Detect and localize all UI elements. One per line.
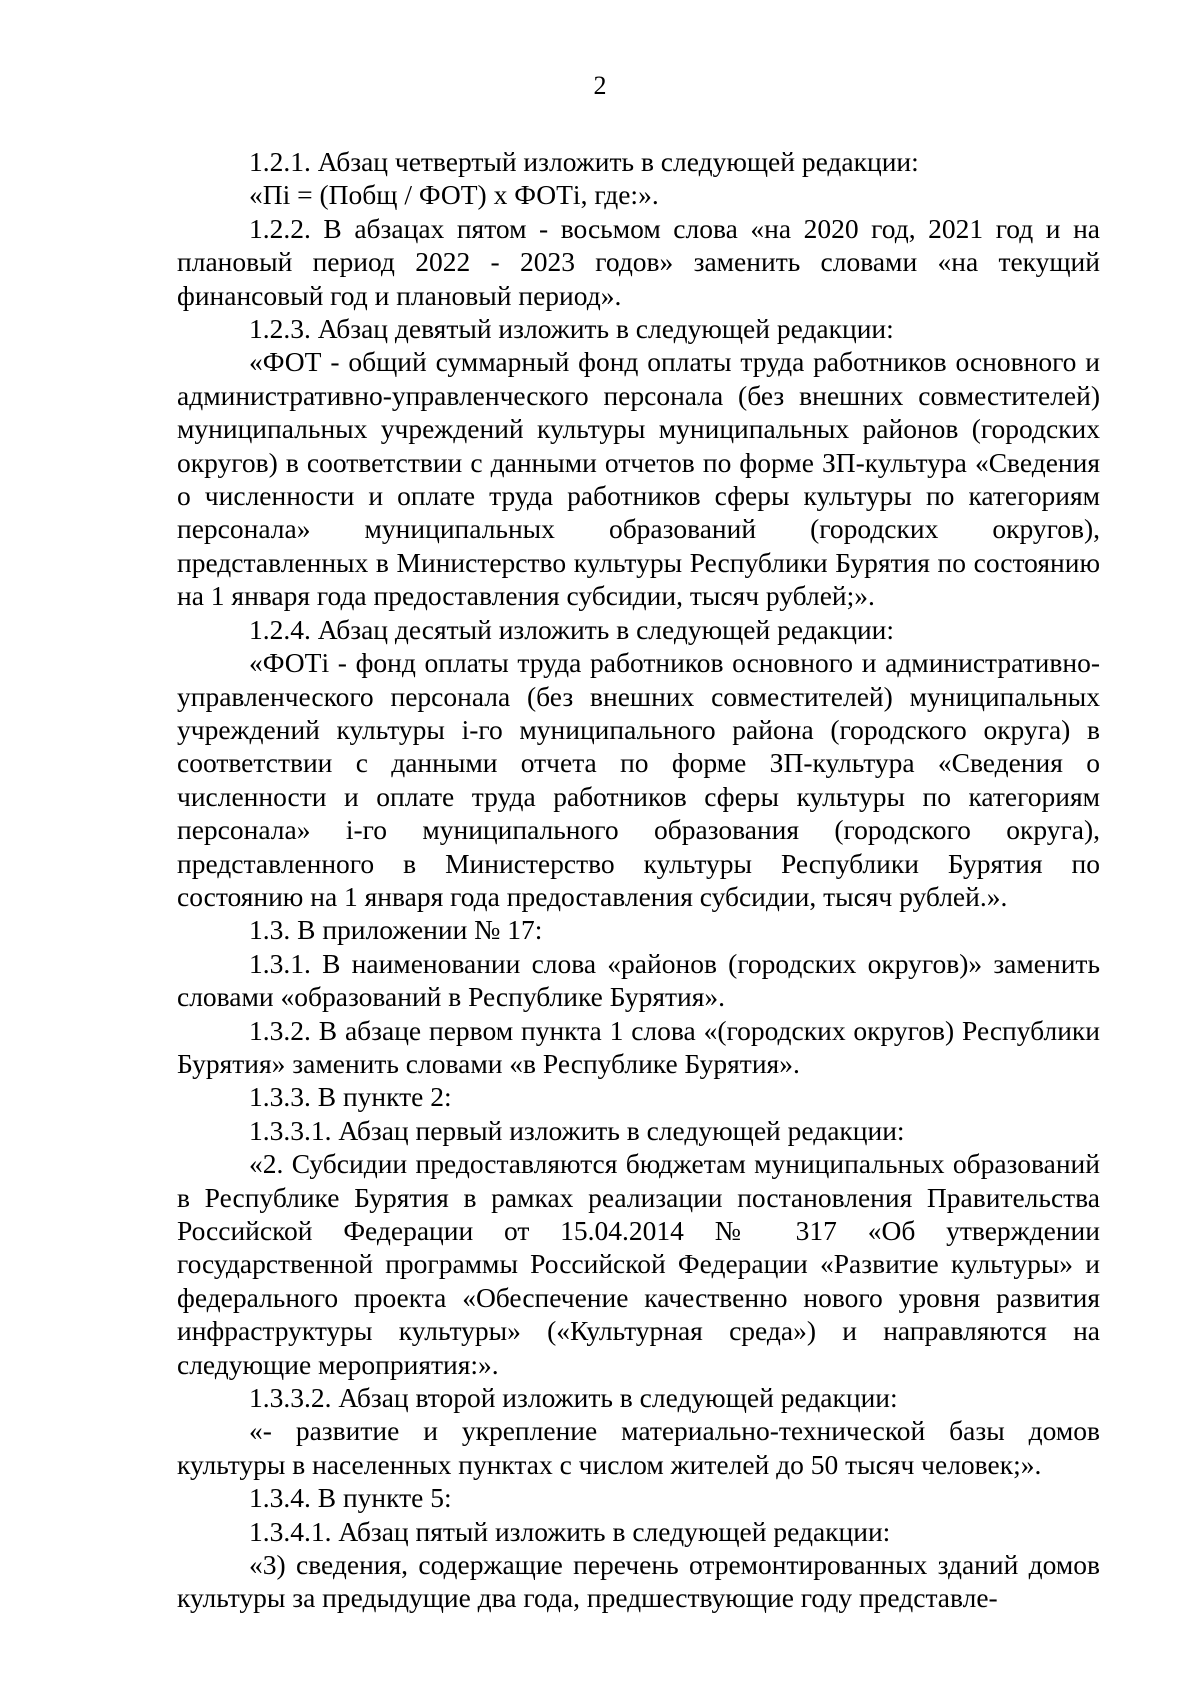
paragraph: 1.2.4. Абзац десятый изложить в следующей редакции:: [249, 613, 895, 645]
paragraph: «- развитие и укрепление материально-технической базы домов культуры в населенных пунктах с числом жителей до 50 тысяч человек;».: [177, 1415, 1100, 1480]
paragraph: «ФОТi - фонд оплаты труда работников основного и административно-управленческого персонала (без внешних совместителей) муниципальных учреждений культуры i-го муниципального района (городского округа) в соответствии с данными отчета по форме ЗП-культура «Сведения о численности и оплате труда работников сферы культуры по категориям персонала» i-го муниципального образования (городского округа), представленного в Министерство культуры Республики Бурятия по состоянию на 1 января года предоставления субсидии, тысяч рублей.».: [177, 647, 1100, 912]
paragraph: 1.3.4. В пункте 5:: [249, 1482, 452, 1514]
document-body: [177, 145, 1100, 1615]
paragraph: 1.3.1. В наименовании слова «районов (городских округов)» заменить словами «образований в Республике Бурятия».: [177, 947, 1100, 1013]
page-number: 2: [593, 71, 607, 100]
paragraph: 1.3.2. В абзаце первом пункта 1 слова «(городских округов) Республики Бурятия» заменить словами «в Республике Бурятия».: [177, 1014, 1100, 1079]
paragraph: 1.3.4.1. Абзац пятый изложить в следующей редакции:: [249, 1515, 891, 1547]
paragraph: 1.3. В приложении № 17:: [249, 914, 543, 946]
paragraph: «ФОТ - общий суммарный фонд оплаты труда работников основного и административно-управленческого персонала (без внешних совместителей) муниципальных учреждений культуры муниципальных районов (городских округов) в соответствии с данными отчетов по форме ЗП-культура «Сведения о численности и оплате труда работников сферы культуры по категориям персонала» муниципальных образований (городских округов), представленных в Министерство культуры Республики Бурятия по состоянию на 1 января года предоставления субсидии, тысяч рублей;».: [177, 346, 1100, 612]
paragraph: 1.3.3.1. Абзац первый изложить в следующей редакции:: [249, 1114, 905, 1146]
paragraph: «3) сведения, содержащие перечень отремонтированных зданий домов культуры за предыдущие два года, предшествующие году представле-: [177, 1549, 1100, 1614]
paragraph: 1.2.1. Абзац четвертый изложить в следующей редакции:: [249, 146, 919, 177]
paragraph: «2. Субсидии предоставляются бюджетам муниципальных образований в Республике Бурятия в рамках реализации постановления Правительства Российской Федерации от 15.04.2014 № 317 «Об утверждении государственной программы Российской Федерации «Развитие культуры» и федерального проекта «Обеспечение качественно нового уровня развития инфраструктуры культуры» («Культурная среда») и направляются на следующие мероприятия:».: [177, 1148, 1100, 1380]
paragraph: «Пi = (Побщ / ФОТ) х ФОТi, где:».: [249, 179, 659, 211]
paragraph: 1.2.2. В абзацах пятом - восьмом слова «на 2020 год, 2021 год и на плановый период 2022 - 2023 годов» заменить словами «на текущий финансовый год и плановый период».: [177, 212, 1100, 311]
paragraph: 1.3.3. В пункте 2:: [249, 1081, 452, 1113]
paragraph: 1.2.3. Абзац девятый изложить в следующей редакции:: [249, 313, 894, 345]
paragraph: 1.3.3.2. Абзац второй изложить в следующей редакции:: [249, 1382, 898, 1414]
